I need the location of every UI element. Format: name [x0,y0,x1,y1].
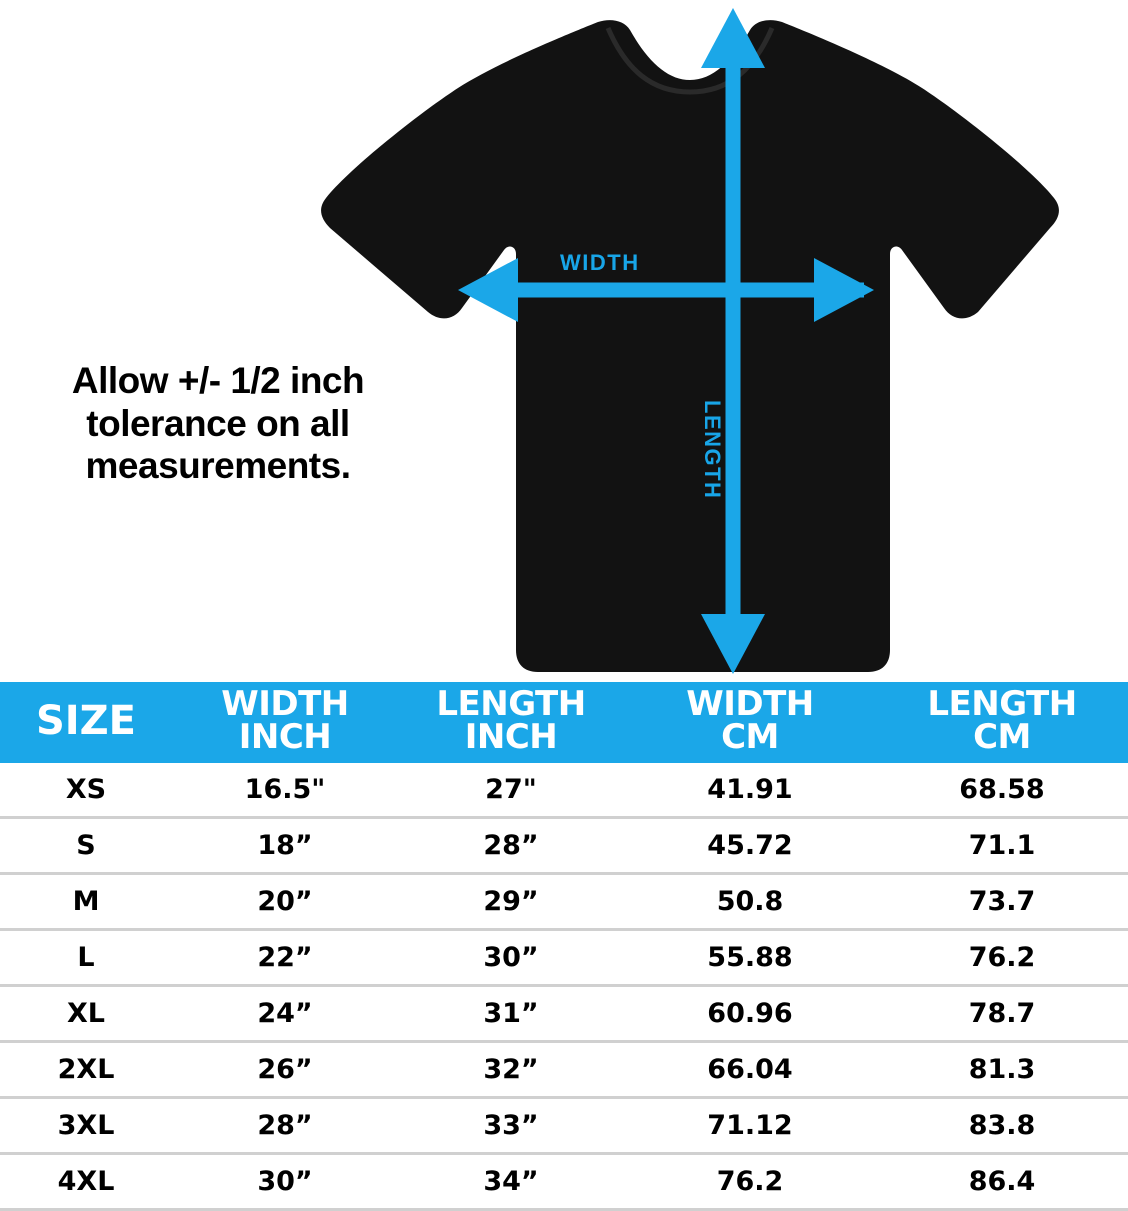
column-header-width-cm [624,682,876,763]
cell-length-cm: 81.3 [876,1041,1128,1097]
column-header-length-inch-line1: LENGTH [436,684,586,724]
column-header-width-cm-line2: CM [721,717,779,758]
column-header-size: SIZE [0,682,172,763]
cell-length-inch: 33” [398,1097,624,1153]
tolerance-note: Allow +/- 1/2 inch tolerance on all measurements. [71,360,365,487]
cell-length-inch: 32” [398,1041,624,1097]
cell-size: S [0,817,172,873]
size-chart-table [0,682,1128,1211]
cell-length-cm: 68.58 [876,763,1128,818]
cell-size: 3XL [0,1097,172,1153]
column-header-width-inch-line2: INCH [238,717,332,758]
cell-width-cm: 66.04 [624,1041,876,1097]
tshirt-icon [308,0,1068,682]
cell-length-cm: 71.1 [876,817,1128,873]
cell-width-cm: 60.96 [624,985,876,1041]
cell-width-cm: 41.91 [624,763,876,818]
table-row [0,1153,1128,1209]
cell-width-cm: 55.88 [624,929,876,985]
cell-width-inch: 28” [172,1097,398,1153]
cell-length-cm: 86.4 [876,1153,1128,1209]
cell-size: 2XL [0,1041,172,1097]
cell-length-inch: 29” [398,873,624,929]
cell-length-cm: 73.7 [876,873,1128,929]
table-row [0,763,1128,818]
cell-length-inch: 28” [398,817,624,873]
cell-size: XS [0,763,172,818]
table-row [0,929,1128,985]
cell-width-cm: 71.12 [624,1097,876,1153]
cell-length-inch: 31” [398,985,624,1041]
cell-length-cm: 76.2 [876,929,1128,985]
table-row [0,817,1128,873]
cell-size: XL [0,985,172,1041]
cell-size: M [0,873,172,929]
cell-width-inch: 30” [172,1153,398,1209]
cell-length-inch: 34” [398,1153,624,1209]
table-row [0,873,1128,929]
column-header-length-inch [398,682,624,763]
table-header [0,682,1128,763]
table-row [0,1097,1128,1153]
cell-length-inch: 30” [398,929,624,985]
cell-length-cm: 78.7 [876,985,1128,1041]
table-row [0,1041,1128,1097]
column-header-length-cm [876,682,1128,763]
length-label: LENGTH [700,400,725,500]
cell-width-cm: 45.72 [624,817,876,873]
column-header-length-cm-line2: CM [973,717,1031,758]
tshirt-illustration [308,0,1068,682]
cell-width-inch: 16.5" [172,763,398,818]
cell-width-inch: 26” [172,1041,398,1097]
column-header-width-inch-line1: WIDTH [221,684,349,724]
cell-width-inch: 24” [172,985,398,1041]
column-header-length-inch-line2: INCH [464,717,558,758]
cell-width-cm: 50.8 [624,873,876,929]
width-label: WIDTH [560,250,640,275]
table-row [0,985,1128,1041]
cell-width-inch: 18” [172,817,398,873]
column-header-length-cm-line1: LENGTH [927,684,1077,724]
cell-length-inch: 27" [398,763,624,818]
cell-size: 4XL [0,1153,172,1209]
column-header-width-cm-line1: WIDTH [686,684,814,724]
cell-width-cm: 76.2 [624,1153,876,1209]
table-header-row [0,682,1128,763]
cell-width-inch: 20” [172,873,398,929]
column-header-width-inch [172,682,398,763]
cell-size: L [0,929,172,985]
cell-width-inch: 22” [172,929,398,985]
table-body [0,763,1128,1210]
cell-length-cm: 83.8 [876,1097,1128,1153]
